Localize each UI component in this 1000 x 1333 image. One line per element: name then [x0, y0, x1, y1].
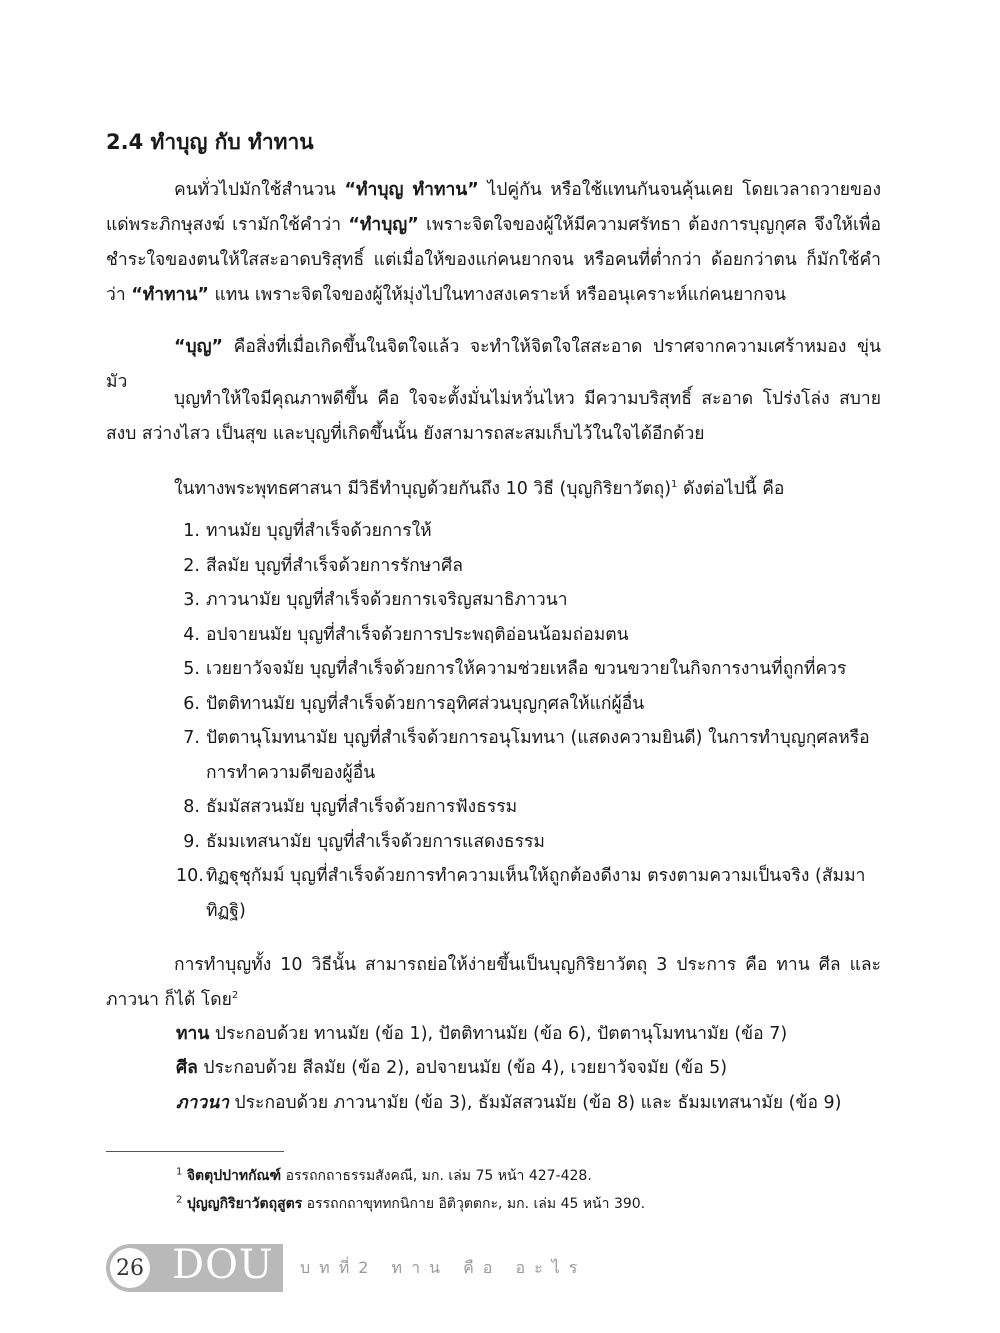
- page-number: 26: [110, 1248, 150, 1288]
- footnote-1: $^1$ จิตตุปปาทกัณฑ์ อรรถกถาธรรมสังคณี, มก. เล่ม 75 หน้า 427-428.: [176, 1166, 592, 1184]
- paragraph-bun-quality: บุญทำให้ใจมีคุณภาพดีขึ้น คือ ใจจะตั้งมั่นไม่หวั่นไหว มีความบริสุทธิ์ สะอาด โปร่งโล่ง สบาย สงบ สว่างไสว เป็นสุข และบุญที่เกิดขึ้นนั้น ยังสามารถสะสมเก็บไว้ในใจได้อีกด้วย: [106, 389, 881, 444]
- footnote-2: $^2$ ปุญญกิริยาวัตถุสูตร อรรถกถาขุททกนิกาย อิติวุตตกะ, มก. เล่ม 45 หน้า 390.: [176, 1194, 646, 1212]
- list-item: 1. ทานมัย บุญที่สำเร็จด้วยการให้: [183, 521, 432, 541]
- paragraph-intro: คนทั่วไปมักใช้สำนวน “ทำบุญ ทำทาน” ไปคู่กัน หรือใช้แทนกันจนคุ้นเคย โดยเวลาถวายของแด่พระภิกษุสงฆ์ เรามักใช้คำว่า “ทำบุญ” เพราะจิตใจของผู้ให้มีความศรัทธา ต้องการบุญกุศล จึงให้เพื่อชำระใจของตนให้ใสสะอาดบริสุทธิ์ แต่เมื่อให้ของแก่คนยากจน หรือคนที่ต่ำกว่า ด้อยกว่าตน ก็มักใช้คำว่า “ทำทาน” แทน เพราะจิตใจของผู้ให้มุ่งไปในทางสงเคราะห์ หรืออนุเคราะห์แก่คนยากจน: [106, 180, 881, 305]
- list-item: 10. ทิฏฐุชุกัมม์ บุญที่สำเร็จด้วยการทำความเห็นให้ถูกต้องดีงาม ตรงตามความเป็นจริง (สัมมาทิฏฐิ): [176, 866, 866, 921]
- chapter-title: บทที่2 ทาน คือ อะไร: [300, 1258, 587, 1277]
- footnote-ref-2: 2: [231, 990, 239, 1002]
- merit-list: [176, 514, 886, 928]
- list-item: 6. ปัตติทานมัย บุญที่สำเร็จด้วยการอุทิศส่วนบุญกุศลให้แก่ผู้อื่น: [183, 693, 645, 714]
- summary-line-dana: ทาน ประกอบด้วย ทานมัย (ข้อ 1), ปัตติทานมัย (ข้อ 6), ปัตตานุโมทนามัย (ข้อ 7): [176, 1024, 788, 1044]
- footnote-divider: [106, 1151, 284, 1152]
- section-heading: 2.4 ทำบุญ กับ ทำทาน: [106, 130, 314, 154]
- list-item: 3. ภาวนามัย บุญที่สำเร็จด้วยการเจริญสมาธิภาวนา: [183, 590, 568, 610]
- list-item: 5. เวยยาวัจจมัย บุญที่สำเร็จด้วยการให้ความช่วยเหลือ ขวนขวายในกิจการงานที่ถูกที่ควร: [183, 659, 847, 679]
- paragraph-bun-definition: “บุญ” คือสิ่งที่เมื่อเกิดขึ้นในจิตใจแล้ว จะทำให้จิตใจใสสะอาด ปราศจากความเศร้าหมอง ขุ่นมัว: [106, 337, 881, 392]
- summary-line-sila: ศีล ประกอบด้วย สีลมัย (ข้อ 2), อปจายนมัย (ข้อ 4), เวยยาวัจจมัย (ข้อ 5): [176, 1058, 728, 1078]
- summary-line-bhavana: ภาวนา ประกอบด้วย ภาวนามัย (ข้อ 3), ธัมมัสสวนมัย (ข้อ 8) และ ธัมมเทสนามัย (ข้อ 9): [176, 1093, 842, 1113]
- list-item: 4. อปจายนมัย บุญที่สำเร็จด้วยการประพฤติอ่อนน้อมถ่อมตน: [183, 624, 629, 645]
- paragraph-ten-ways: ในทางพระพุทธศาสนา มีวิธีทำบุญด้วยกันถึง 10 วิธี (บุญกิริยาวัตถุ)$^1$ ดังต่อไปนี้ คือ: [174, 479, 785, 499]
- list-item: 9. ธัมมเทสนามัย บุญที่สำเร็จด้วยการแสดงธรรม: [183, 831, 545, 852]
- list-item: 7. ปัตตานุโมทนามัย บุญที่สำเร็จด้วยการอนุโมทนา (แสดงความยินดี) ในการทำบุญกุศลหรือการทำความดีของผู้อื่น: [183, 728, 870, 783]
- paragraph-three-bases: การทำบุญทั้ง 10 วิธีนั้น สามารถย่อให้ง่ายขึ้นเป็นบุญกิริยาวัตถุ 3 ประการ คือ ทาน ศีล และภาวนา ก็ได้ โดย$^2$: [106, 955, 881, 1010]
- list-item: 2. สีลมัย บุญที่สำเร็จด้วยการรักษาศีล: [183, 555, 463, 576]
- brand-logo: DOU: [172, 1242, 274, 1288]
- list-item: 8. ธัมมัสสวนมัย บุญที่สำเร็จด้วยการฟังธรรม: [183, 797, 518, 817]
- footnote-ref-1: 1: [671, 479, 678, 491]
